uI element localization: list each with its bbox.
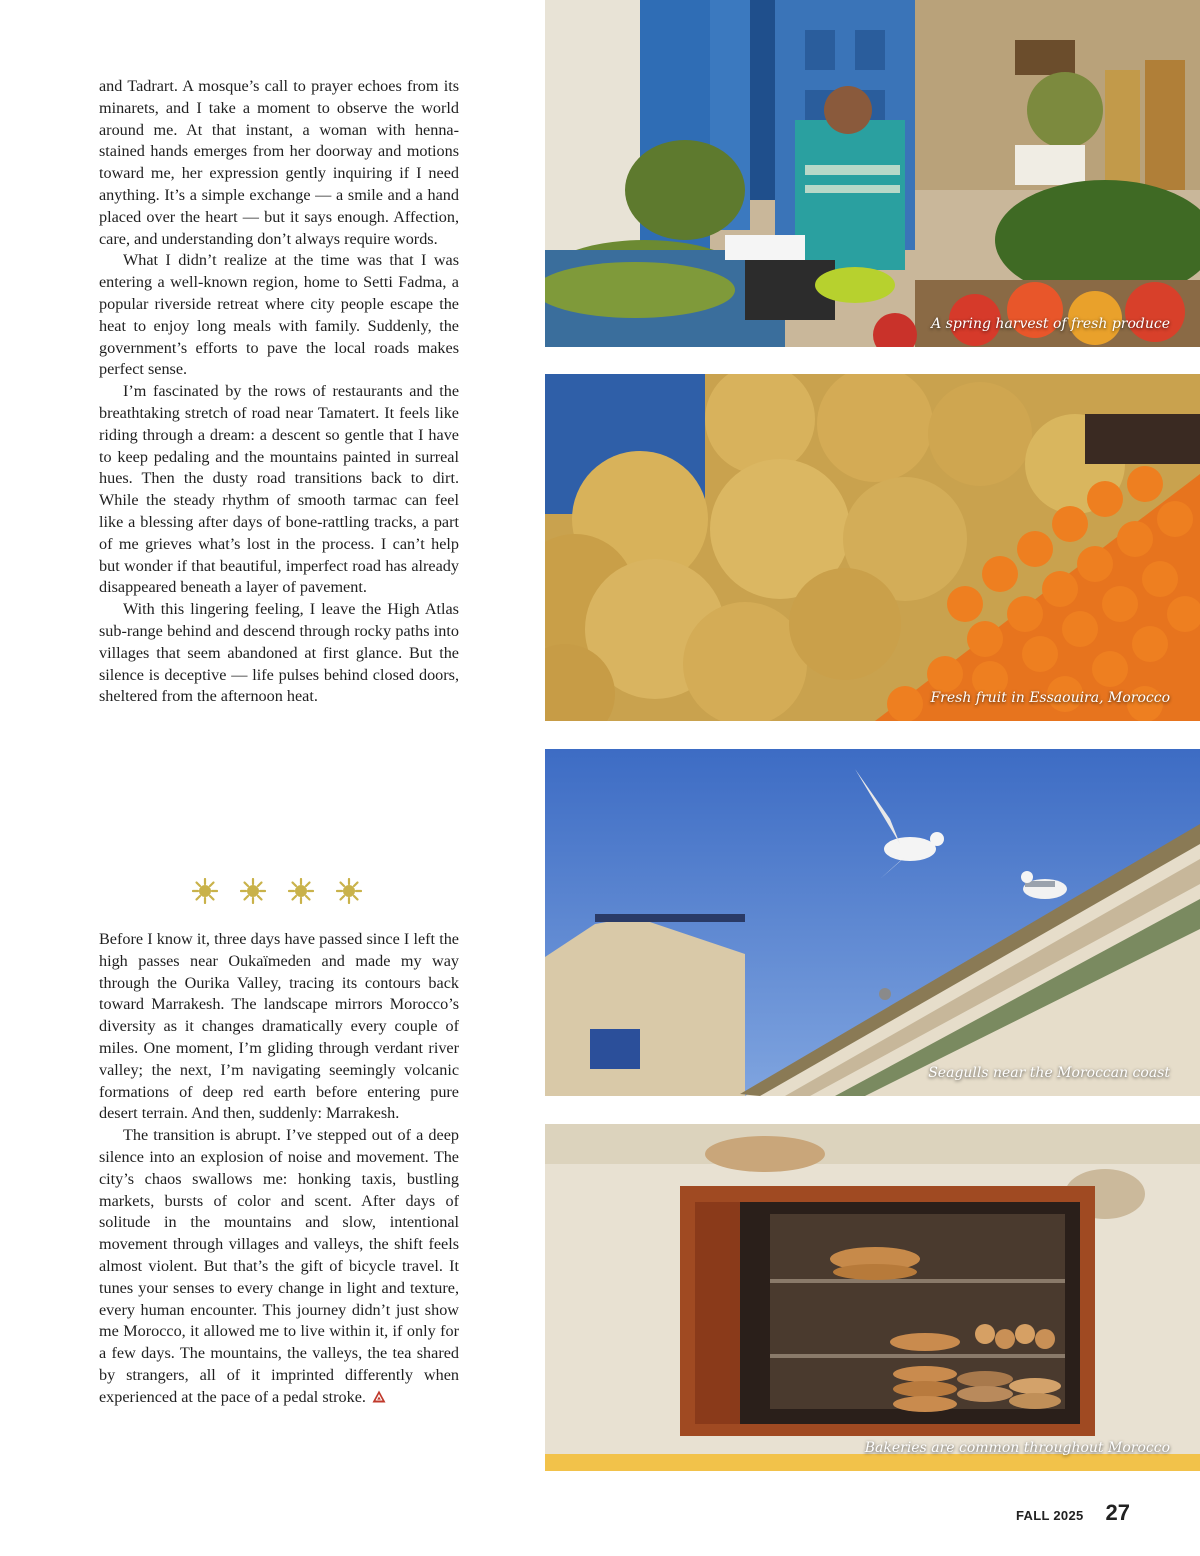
- paragraph: What I didn’t realize at the time was that I was entering a well-known region, home to Setti Fadma, a popular riverside retreat where city people escape the heat to enjoy long meals with family. Suddenly, the government’s efforts to pave the local roads makes perfect sense.: [99, 251, 459, 379]
- fruit-image: [545, 374, 1200, 721]
- sun-ornament-icon: [336, 878, 362, 904]
- fruit-photo: [545, 374, 1200, 721]
- triangle-logo-icon: [372, 1390, 386, 1403]
- seagulls-image: [545, 749, 1200, 1096]
- section-break-ornament: [192, 876, 372, 906]
- page-footer: [1016, 1500, 1130, 1526]
- paragraph: and Tadrart. A mosque’s call to prayer echoes from its minarets, and I take a moment to observe the world around me. At that instant, a woman with henna-stained hands emerges from her doorway and motions toward me, her expression gently inquiring if I need anything. It’s a simple exchange — a smile and a hand placed over the heart — but it says enough. Affection, care, and understanding don’t always require words.: [99, 77, 459, 248]
- bakery-image: [545, 1124, 1200, 1471]
- photo-caption: Bakeries are common throughout Morocco: [864, 1440, 1170, 1456]
- paragraph-final: [99, 1125, 459, 1408]
- sun-ornament-icon: [240, 878, 266, 904]
- produce-photo: [545, 0, 1200, 347]
- photo-caption: A spring harvest of fresh produce: [931, 316, 1170, 332]
- paragraph: With this lingering feeling, I leave the High Atlas sub-range behind and descend through rocky paths into villages that seem abandoned at first glance. But the silence is deceptive — life pulses behind closed doors, sheltered from the afternoon heat.: [99, 600, 459, 706]
- paragraph: I’m fascinated by the rows of restaurants and the breathtaking stretch of road near Tamatert. It feels like riding through a dream: a descent so gentle that I have to keep pedaling and the mountains painted in surreal hues. Then the dusty road transitions back to dirt. While the steady rhythm of smooth tarmac can feel like a blessing after days of bone-rattling tracks, a part of me grieves what’s lost in the process. I can’t help but wonder if that beautiful, imperfect road has already disappeared beneath a layer of pavement.: [99, 382, 459, 597]
- photo-caption: Fresh fruit in Essaouira, Morocco: [930, 690, 1170, 706]
- article-column-b: [99, 929, 459, 1409]
- issue-label: FALL 2025: [1016, 1508, 1084, 1523]
- produce-image: [545, 0, 1200, 347]
- seagulls-photo: [545, 749, 1200, 1096]
- paragraph: Before I know it, three days have passed since I left the high passes near Oukaïmeden and made my way through the Ourika Valley, tracing its contours back toward Marrakesh. The landscape mirrors Morocco’s diversity as it changes dramatically every couple of miles. One moment, I’m gliding through verdant river valley; the next, I’m navigating seemingly volcanic formations of deep red earth before entering pure desert terrain. And then, suddenly: Marrakesh.: [99, 930, 459, 1123]
- paragraph-text: The transition is abrupt. I’ve stepped out of a deep silence into an explosion of noise and movement. The city’s chaos swallows me: honking taxis, bustling markets, bursts of color and scent. After days of solitude in the mountains and slow, intentional movement through villages and valleys, the shift feels almost violent. But that’s the gift of bicycle travel. It tunes your senses to every change in light and texture, every human encounter. This journey didn’t just show me Morocco, it allowed me to live within it, if only for a few days. The mountains, the valleys, the tea shared by strangers, all of it imprinted differently when experienced at the pace of a pedal stroke.: [99, 1126, 459, 1406]
- sun-ornament-icon: [192, 878, 218, 904]
- page-number: 27: [1105, 1500, 1130, 1525]
- article-column-a: [99, 76, 459, 708]
- photo-caption: Seagulls near the Moroccan coast: [928, 1065, 1170, 1081]
- sun-ornament-icon: [288, 878, 314, 904]
- bakery-photo: [545, 1124, 1200, 1471]
